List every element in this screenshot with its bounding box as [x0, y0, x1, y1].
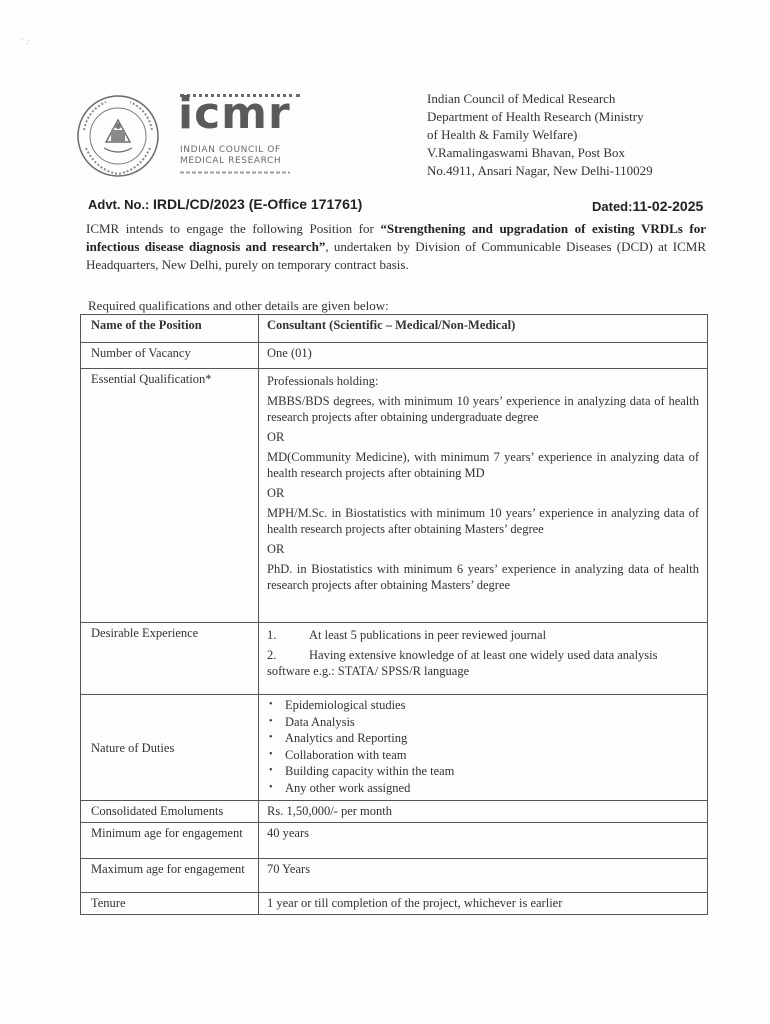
qualification-option: MD(Community Medicine), with minimum 7 years’ experience in analyzing data of health research projects after obtaining MD — [267, 450, 699, 480]
advertisement-number: Advt. No.: IRDL/CD/2023 (E-Office 171761) — [88, 196, 363, 212]
table-row — [81, 859, 708, 893]
emoluments-label: Consolidated Emoluments — [81, 801, 259, 823]
logo-tagline-graphic — [180, 170, 290, 175]
tenure-value: 1 year or till completion of the project, whichever is earlier — [259, 893, 708, 915]
table-row — [81, 623, 708, 695]
desirable-item: 2. Having extensive knowledge of at least one widely used data analysis software e.g.: STATA/ SPSS/R language — [267, 648, 658, 678]
or-text: OR — [267, 486, 285, 500]
table-row — [81, 823, 708, 859]
desirable-label: Desirable Experience — [81, 623, 259, 695]
required-details-text: Required qualifications and other details are given below: — [88, 298, 389, 313]
qualification-option: MPH/M.Sc. in Biostatistics with minimum 10 years’ experience in analyzing data of health research projects after obtaining Masters’ degree — [267, 506, 699, 536]
tenure-label: Tenure — [81, 893, 259, 915]
intro-paragraph: ICMR intends to engage the following Position for “Strengthening and upgradation of existing VRDLs for infectious disease diagnosis and research”, undertaken by Division of Communicable Diseases (DCD) at ICMR Headquarters, New Delhi, purely on temporary contract basis. — [86, 221, 707, 272]
vacancy-label: Number of Vacancy — [81, 343, 259, 369]
qualification-label: Essential Qualification* — [81, 369, 259, 623]
qualification-option: PhD. in Biostatistics with minimum 6 years’ experience in analyzing data of health research projects after obtaining Masters’ degree — [267, 562, 699, 592]
table-row — [81, 315, 708, 343]
min-age-label: Minimum age for engagement — [81, 823, 259, 859]
table-row — [81, 893, 708, 915]
emoluments-value: Rs. 1,50,000/- per month — [259, 801, 708, 823]
max-age-label: Maximum age for engagement — [81, 859, 259, 893]
table-row — [81, 801, 708, 823]
table-row — [81, 695, 708, 801]
list-item: • Any other work assigned — [267, 780, 699, 797]
position-details-table — [80, 314, 708, 915]
icmr-logo-text: icmr — [178, 88, 291, 139]
list-item: • Analytics and Reporting — [267, 730, 699, 747]
margin-scribble: ~ ; — [18, 33, 32, 47]
position-name-value: Consultant (Scientific – Medical/Non-Medical) — [259, 315, 708, 343]
or-text: OR — [267, 542, 285, 556]
vacancy-value: One (01) — [259, 343, 708, 369]
min-age-value: 40 years — [259, 823, 708, 859]
list-item: • Epidemiological studies — [267, 697, 699, 714]
duties-value — [259, 695, 708, 801]
table-row — [81, 369, 708, 623]
list-item: • Collaboration with team — [267, 747, 699, 764]
or-text: OR — [267, 430, 285, 444]
table-row — [81, 343, 708, 369]
letterhead-address: Indian Council of Medical Research Department of Health Research (Ministry of Health & Family Welfare) V.Ramalingaswami Bhavan, Post Box No.4911, Ansari Nagar, New Delhi-110029 — [427, 91, 653, 178]
duties-label: Nature of Duties — [81, 695, 259, 801]
duties-list — [267, 697, 699, 796]
list-item: • Building capacity within the team — [267, 763, 699, 780]
advertisement-date: Dated:11-02-2025 — [592, 198, 704, 214]
max-age-value: 70 Years — [259, 859, 708, 893]
icmr-seal-icon — [66, 90, 170, 182]
qualification-option: MBBS/BDS degrees, with minimum 10 years’ experience in analyzing data of health research projects after obtaining undergraduate degree — [267, 394, 699, 424]
desirable-item: 1. At least 5 publications in peer reviewed journal — [267, 628, 547, 642]
logo-subtitle: INDIAN COUNCIL OF MEDICAL RESEARCH — [180, 145, 282, 166]
qualification-value — [259, 369, 708, 623]
desirable-value — [259, 623, 708, 695]
position-name-label: Name of the Position — [81, 315, 259, 343]
qualification-intro: Professionals holding: — [267, 374, 379, 388]
list-item: • Data Analysis — [267, 714, 699, 731]
